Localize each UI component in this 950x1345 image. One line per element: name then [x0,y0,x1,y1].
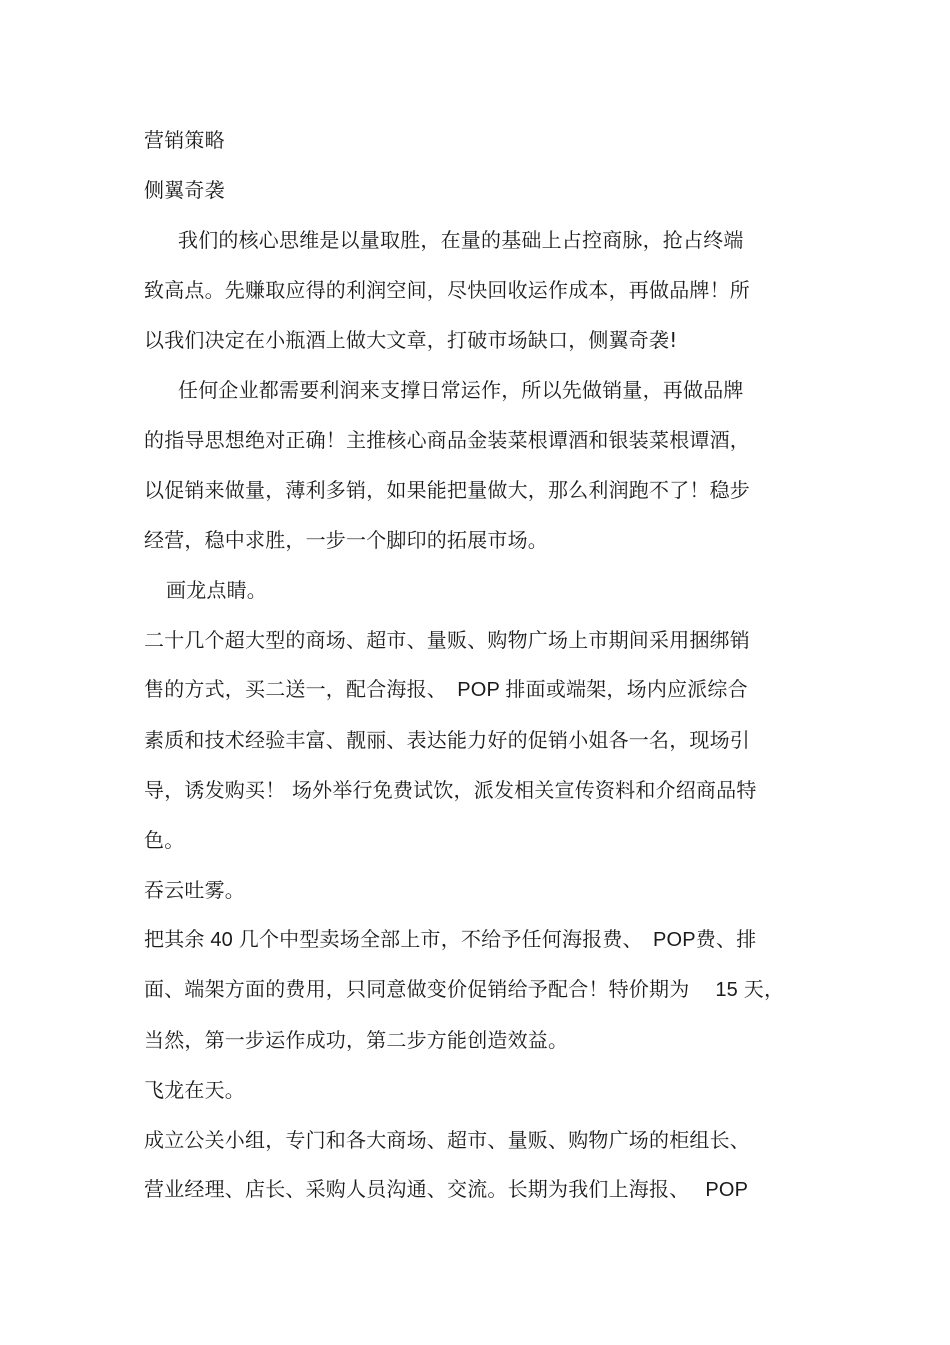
paragraph-line: 以我们决定在小瓶酒上做大文章，打破市场缺口，侧翼奇袭! [144,328,678,352]
paragraph-line: 二十几个超大型的商场、超市、量贩、购物广场上市期间采用捆绑销 [144,628,750,652]
paragraph-line: 以促销来做量，薄利多销，如果能把量做大，那么利润跑不了！稳步 [144,478,750,502]
paragraph-line: 营业经理、店长、采购人员沟通、交流。长期为我们上海报、 POP [144,1179,749,1201]
paragraph-line: 的指导思想绝对正确！主推核心商品金装菜根谭酒和银装菜根谭酒， [144,428,750,452]
paragraph-line: 售的方式，买二送一，配合海报、 POP 排面或端架，场内应派综合 [144,679,748,701]
paragraph-line: 任何企业都需要利润来支撑日常运作，所以先做销量，再做品牌 [178,378,744,402]
paragraph-line: 色。 [144,828,185,852]
paragraph-line: 经营，稳中求胜，一步一个脚印的拓展市场。 [144,528,548,552]
paragraph-line: 导，诱发购买！ 场外举行免费试饮，派发相关宣传资料和介绍商品特 [144,778,757,802]
paragraph-line: 我们的核心思维是以量取胜，在量的基础上占控商脉，抢占终端 [178,228,744,252]
section-heading-flank-raid: 侧翼奇袭 [144,178,225,202]
paragraph-line: 当然，第一步运作成功，第二步方能创造效益。 [144,1028,569,1052]
section-heading-clouds: 吞云吐雾。 [144,878,245,902]
paragraph-line: 致高点。先赚取应得的利润空间，尽快回收运作成本，再做品牌！所 [144,278,750,302]
section-heading-finishing-touch: 画龙点睛。 [166,578,267,602]
paragraph-line: 成立公关小组，专门和各大商场、超市、量贩、购物广场的柜组长、 [144,1128,750,1152]
paragraph-line: 把其余 40 几个中型卖场全部上市，不给予任何海报费、 POP费、排 [144,929,757,951]
title-heading: 营销策略 [144,128,225,152]
paragraph-line: 素质和技术经验丰富、靓丽、表达能力好的促销小姐各一名，现场引 [144,728,750,752]
section-heading-flying-dragon: 飞龙在天。 [144,1078,245,1102]
paragraph-line: 面、端架方面的费用，只同意做变价促销给予配合！特价期为 15 天， [144,979,785,1001]
